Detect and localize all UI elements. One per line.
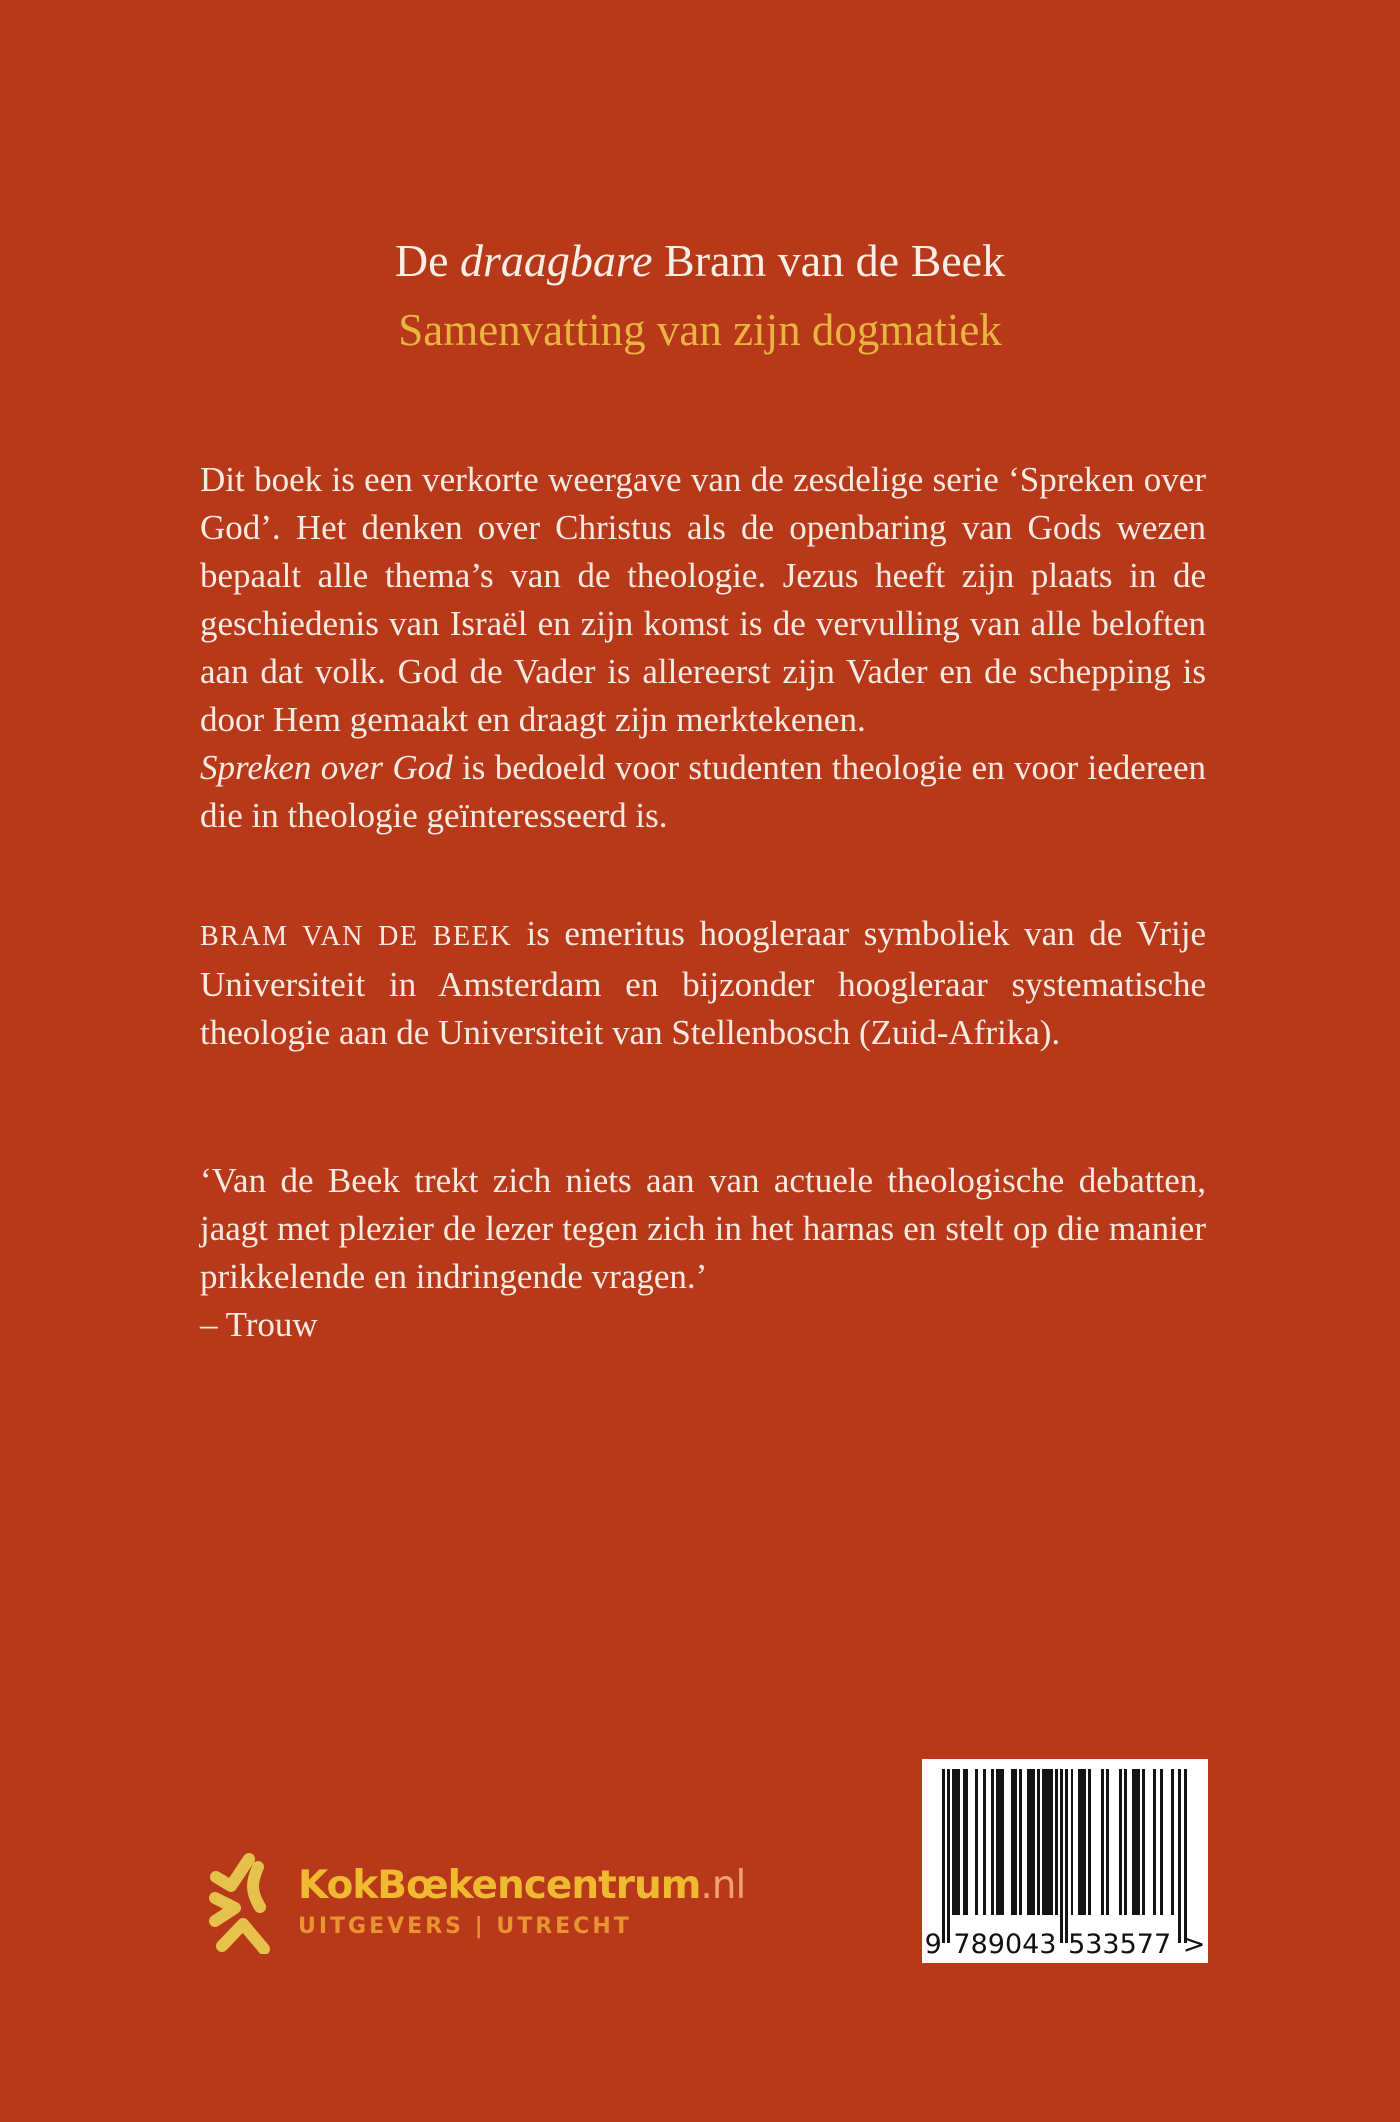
author-name-smallcaps: BRAM VAN DE BEEK: [200, 921, 512, 952]
barcode-bar: [1050, 1769, 1053, 1915]
publisher-name-main: KokBœkencentrum: [298, 1863, 701, 1908]
barcode-bars: [942, 1769, 1188, 1945]
logo-stroke-bottom: [222, 1924, 264, 1949]
barcode-box: [922, 1759, 1208, 1963]
publisher-tagline: UITGEVERS | UTRECHT: [298, 1914, 632, 1939]
title-block: [0, 232, 1400, 357]
barcode-bar: [957, 1769, 960, 1915]
author-bio-rest: is emeritus hoogleraar symboliek van de Vrije Universiteit in Amsterdam en bijzonder hoogleraar systematische theologie aan de Universiteit van Stellenbosch (Zuid-Afrika).: [200, 914, 1207, 1052]
barcode-bar: [1178, 1769, 1181, 1943]
barcode-number: 9 789043 533577 >: [924, 1929, 1206, 1960]
barcode-bar: [975, 1769, 978, 1915]
barcode-bar: [1160, 1769, 1163, 1915]
barcode-bar: [1171, 1769, 1174, 1915]
series-note-rest: is bedoeld voor studenten theologie en voor iedereen die in theologie geïnteresseerd is.: [200, 748, 1206, 835]
book-subtitle: Samenvatting van zijn dogmatiek: [398, 304, 1002, 355]
book-title-italic: draagbare: [460, 235, 653, 286]
barcode-bar: [1153, 1769, 1156, 1915]
publisher-name: [298, 1863, 746, 1908]
author-bio-paragraph: [200, 910, 1206, 1057]
review-quote: ‘Van de Beek trekt zich niets aan van actuele theologische debatten, jaagt met plezier de lezer tegen zich in het harnas en stelt op die manier prikkelende en indringende vragen.’: [200, 1161, 1206, 1296]
book-title-suffix: Bram van de Beek: [652, 235, 1006, 286]
description-paragraph: Dit boek is een verkorte weergave van de zesdelige serie ‘Spreken over God’. Het denken over Christus als de openbaring van Gods wezen bepaalt alle thema’s van de theologie. Jezus heeft zijn plaats in de geschiedenis van Israël en zijn komst is de vervulling van alle beloften aan dat volk. God de Vader is allereerst zijn Vader en de schepping is door Hem gemaakt en draagt zijn merktekenen.: [200, 460, 1206, 739]
publisher-domain: .nl: [700, 1863, 746, 1908]
barcode-bar: [1014, 1769, 1017, 1915]
barcode-bar: [947, 1769, 950, 1943]
barcode-bar: [1032, 1769, 1035, 1915]
barcode-bar: [942, 1769, 945, 1943]
publisher-block: [208, 1850, 745, 1954]
book-title: [0, 232, 1400, 290]
logo-stroke-right: [253, 1867, 260, 1907]
barcode-bar: [991, 1769, 994, 1915]
barcode-bar: [1060, 1769, 1063, 1943]
barcode-bar: [1106, 1769, 1109, 1915]
series-note-paragraph: [200, 744, 1206, 840]
barcode-bar: [1137, 1769, 1140, 1915]
barcode-bar: [1184, 1769, 1187, 1943]
barcode-bar: [983, 1769, 986, 1915]
publisher-text: [298, 1850, 745, 1939]
barcode-bar: [1142, 1769, 1145, 1915]
logo-stroke-top: [216, 1859, 249, 1886]
barcode-bar: [1071, 1769, 1074, 1915]
barcode-bar: [1055, 1769, 1058, 1915]
barcode-bar: [1019, 1769, 1022, 1915]
barcode-bar: [1101, 1769, 1104, 1915]
barcode-bar: [1088, 1769, 1091, 1915]
publisher-logo-icon: [208, 1850, 272, 1954]
quote-attribution: – Trouw: [200, 1305, 318, 1344]
barcode-bar: [1119, 1769, 1122, 1915]
book-title-prefix: De: [394, 235, 461, 286]
barcode-bar: [965, 1769, 968, 1915]
barcode-bar: [1037, 1769, 1040, 1915]
barcode-bar: [1065, 1769, 1068, 1943]
back-cover-text: [200, 456, 1206, 1349]
barcode-bar: [1083, 1769, 1086, 1915]
series-title-italic: Spreken over God: [200, 748, 453, 787]
barcode-bar: [1001, 1769, 1004, 1915]
barcode-bar: [1124, 1769, 1127, 1915]
logo-stroke-left: [215, 1898, 235, 1921]
